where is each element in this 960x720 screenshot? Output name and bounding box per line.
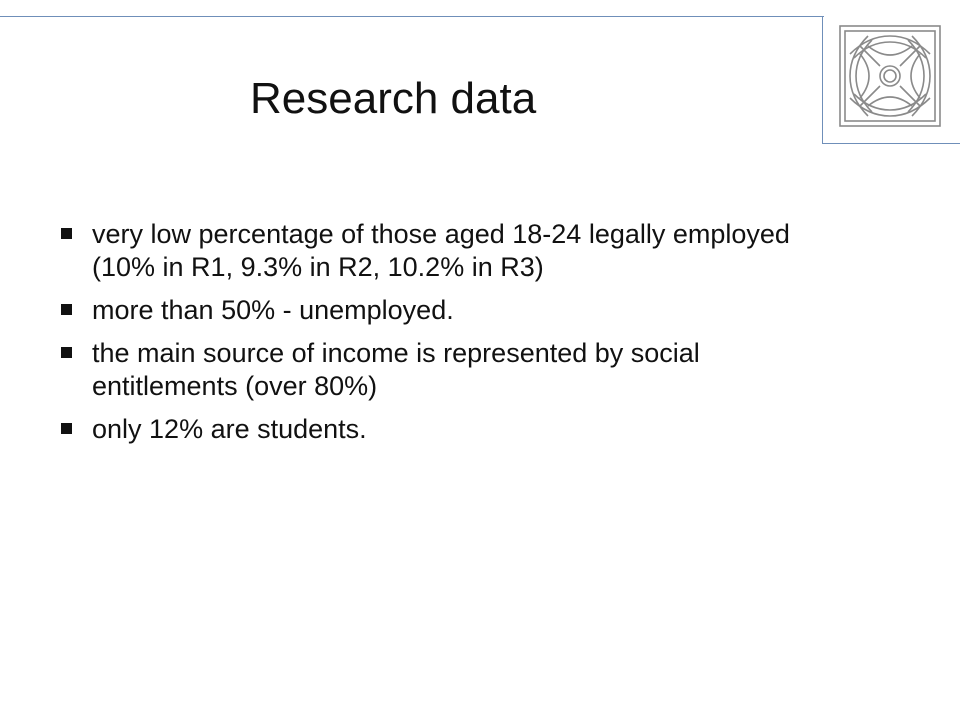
bullet-text: very low percentage of those aged 18-24 legally employed (10% in R1, 9.3% in R2, 10.2% in R3) <box>92 219 790 282</box>
frame-vertical-line <box>822 16 823 144</box>
bullet-item <box>58 413 838 446</box>
bullet-item <box>58 218 838 284</box>
frame-top-line <box>0 16 824 17</box>
bullet-text: the main source of income is represented by social entitlements (over 80%) <box>92 338 700 401</box>
slide-title: Research data <box>250 74 537 123</box>
square-bullet-icon <box>61 347 72 358</box>
square-bullet-icon <box>61 423 72 434</box>
celtic-knot-icon <box>838 24 942 128</box>
bullet-text: only 12% are students. <box>92 414 367 444</box>
bullet-text: more than 50% - unemployed. <box>92 295 454 325</box>
bullet-item <box>58 337 838 403</box>
bullet-list <box>58 218 838 456</box>
bullet-item <box>58 294 838 327</box>
frame-bottom-line <box>822 143 960 144</box>
square-bullet-icon <box>61 228 72 239</box>
square-bullet-icon <box>61 304 72 315</box>
